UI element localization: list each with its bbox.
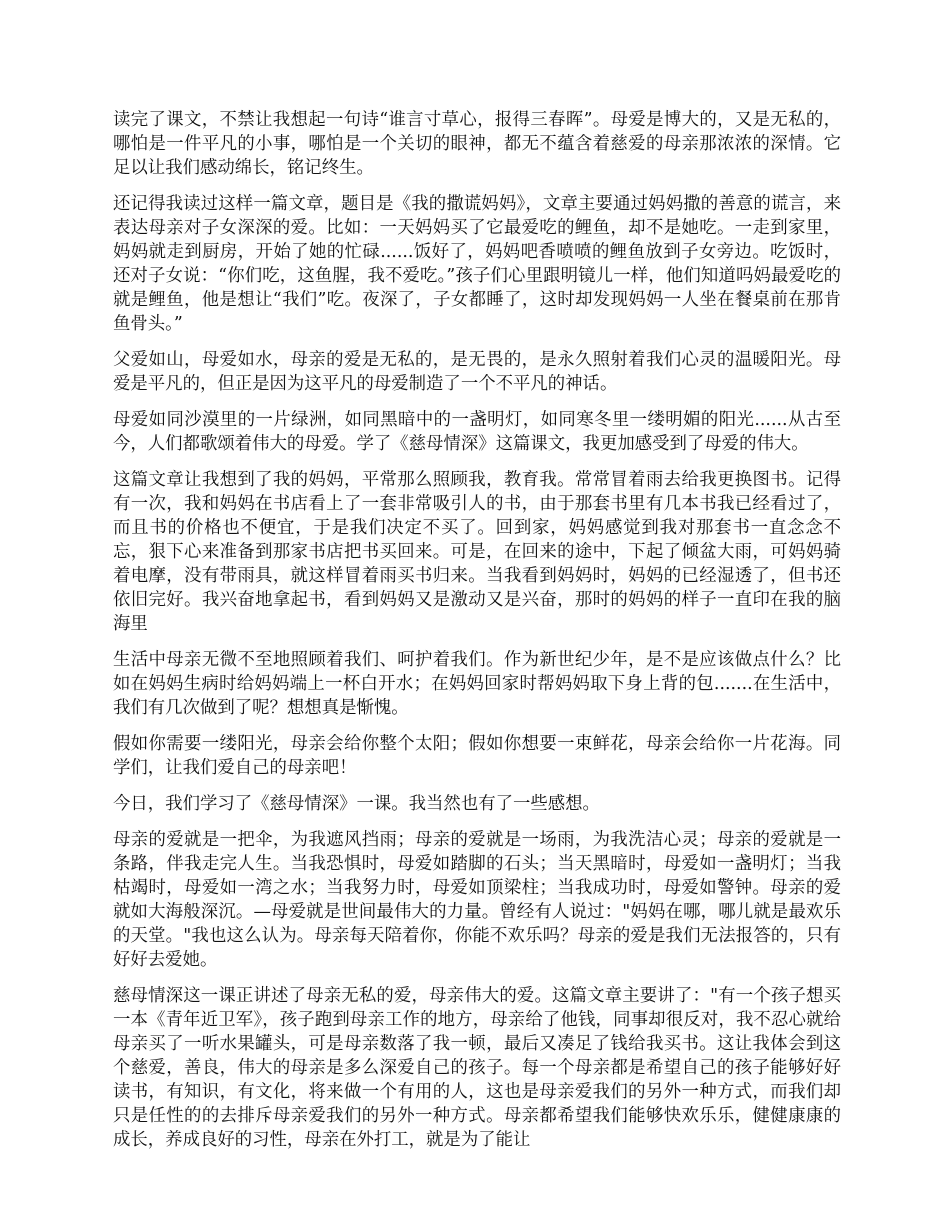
paragraph-8: 今日，我们学习了《慈母情深》一课。我当然也有了一些感想。 [113, 794, 600, 814]
paragraph-3: 父爱如山，母爱如水，母亲的爱是无私的，是无畏的，是永久照射着我们心灵的温暖阳光。母爱是平凡的，但正是因为这平凡的母爱制造了一个不平凡的神话。 [113, 350, 841, 394]
paragraph-2: 还记得我读过这样一篇文章，题目是《我的撒谎妈妈》，文章主要通过妈妈撒的善意的谎言，来表达母亲对子女深深的爱。比如：一天妈妈买了它最爱吃的鲤鱼，却不是她吃。一走到家里，妈妈就走到厨房，开始了她的忙碌......饭好了，妈妈吧香喷喷的鲤鱼放到子女旁边。吃饭时，还对子女说：“你们吃，这鱼腥，我不爱吃。”孩子们心里跟明镜儿一样，他们知道吗妈最爱吃的就是鲤鱼，他是想让“我们”吃。夜深了，子女都睡了，这时却发现妈妈一人坐在餐桌前在那肯鱼骨头。” [113, 194, 841, 334]
paragraph-6: 生活中母亲无微不至地照顾着我们、呵护着我们。作为新世纪少年，是不是应该做点什么？比如在妈妈生病时给妈妈端上一杯白开水；在妈妈回家时帮妈妈取下身上背的包.......在生活中，我们有几次做到了呢？想想真是惭愧。 [113, 650, 841, 718]
paragraph-10: 慈母情深这一课正讲述了母亲无私的爱，母亲伟大的爱。这篇文章主要讲了："有一个孩子想买一本《青年近卫军》，孩子跑到母亲工作的地方，母亲给了他钱，同事却很反对，我不忍心就给母亲买了一听水果罐头，可是母亲数落了我一顿，最后又凑足了钱给我买书。这让我体会到这个慈爱，善良，伟大的母亲是多么深爱自己的孩子。每一个母亲都是希望自己的孩子能够好好读书，有知识，有文化，将来做一个有用的人，这也是母亲爱我们的另外一种方式，而我们却只是任性的的去排斥母亲爱我们的另外一种方式。母亲都希望我们能够快欢乐乐，健健康康的成长，养成良好的习性，母亲在外打工，就是为了能让 [113, 986, 841, 1150]
paragraph-9: 母亲的爱就是一把伞，为我遮风挡雨；母亲的爱就是一场雨，为我洗洁心灵；母亲的爱就是一条路，伴我走完人生。当我恐惧时，母爱如踏脚的石头；当天黑暗时，母爱如一盏明灯；当我枯竭时，母爱如一湾之水；当我努力时，母爱如顶梁柱；当我成功时，母爱如警钟。母亲的爱就如大海般深沉。—母爱就是世间最伟大的力量。曾经有人说过："妈妈在哪，哪儿就是最欢乐的天堂。"我也这么认为。母亲每天陪着你，你能不欢乐吗？母亲的爱是我们无法报答的，只有好好去爱她。 [113, 830, 841, 970]
document-body [113, 108, 841, 1164]
paragraph-4: 母爱如同沙漠里的一片绿洲，如同黑暗中的一盏明灯，如同寒冬里一缕明媚的阳光......从古至今，人们都歌颂着伟大的母爱。学了《慈母情深》这篇课文，我更加感受到了母爱的伟大。 [113, 410, 841, 454]
paragraph-1: 读完了课文，不禁让我想起一句诗“谁言寸草心，报得三春晖”。母爱是博大的，又是无私的，哪怕是一件平凡的小事，哪怕是一个关切的眼神，都无不蕴含着慈爱的母亲那浓浓的深情。它足以让我们感动绵长，铭记终生。 [113, 110, 841, 178]
paragraph-7: 假如你需要一缕阳光，母亲会给你整个太阳；假如你想要一束鲜花，母亲会给你一片花海。同学们，让我们爱自己的母亲吧！ [113, 734, 841, 778]
paragraph-5: 这篇文章让我想到了我的妈妈，平常那么照顾我，教育我。常常冒着雨去给我更换图书。记得有一次，我和妈妈在书店看上了一套非常吸引人的书，由于那套书里有几本书我已经看过了，而且书的价格也不便宜，于是我们决定不买了。回到家，妈妈感觉到我对那套书一直念念不忘，狠下心来准备到那家书店把书买回来。可是，在回来的途中，下起了倾盆大雨，可妈妈骑着电摩，没有带雨具，就这样冒着雨买书归来。当我看到妈妈时，妈妈的已经湿透了，但书还依旧完好。我兴奋地拿起书，看到妈妈又是激动又是兴奋，那时的妈妈的样子一直印在我的脑海里 [113, 470, 841, 634]
